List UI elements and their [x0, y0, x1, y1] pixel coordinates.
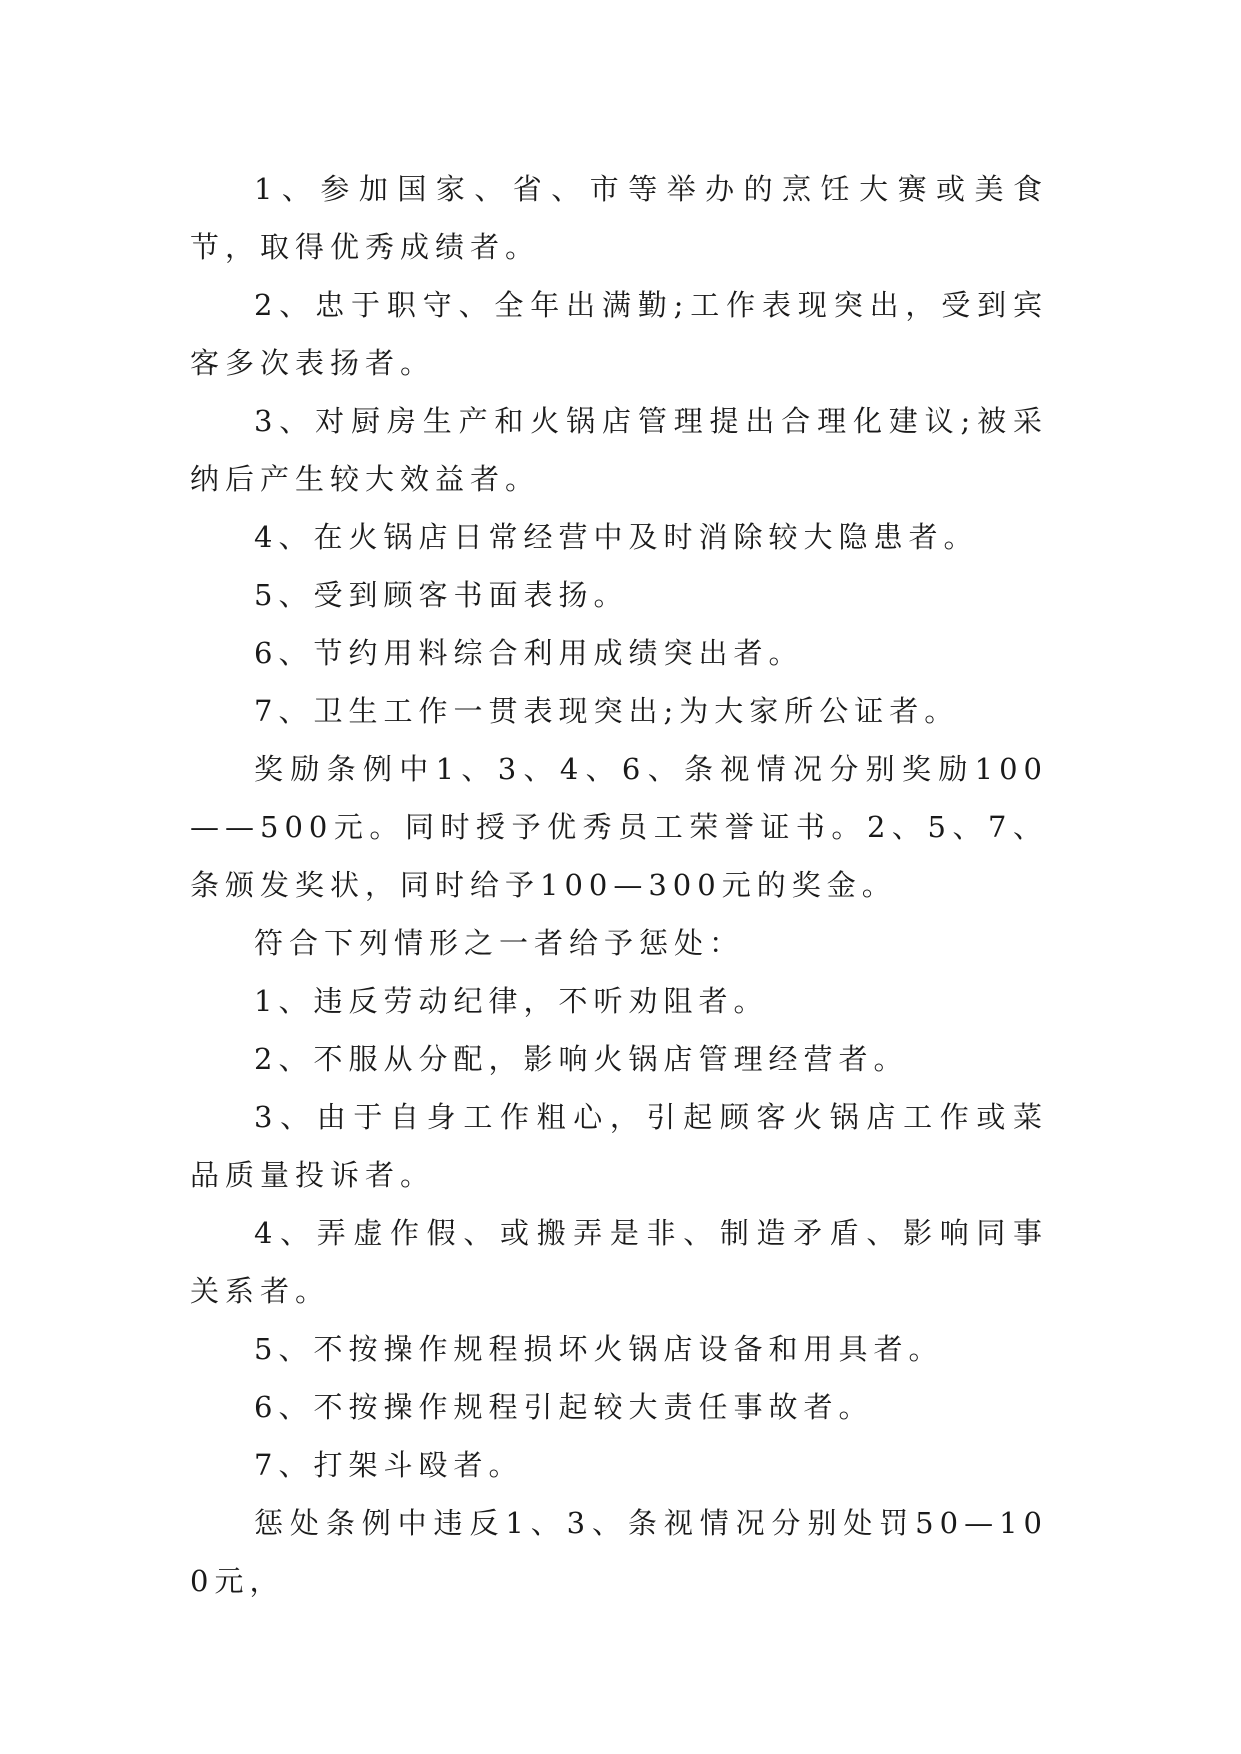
paragraph-reward-2: 2、忠于职守、全年出满勤;工作表现突出，受到宾客多次表扬者。 — [190, 288, 1048, 380]
paragraph-reward-6: 6、节约用料综合利用成绩突出者。 — [254, 636, 804, 670]
paragraph-penalty-2: 2、不服从分配，影响火锅店管理经营者。 — [254, 1042, 909, 1076]
paragraph-penalty-6: 6、不按操作规程引起较大责任事故者。 — [254, 1390, 874, 1424]
paragraph-penalty-7: 7、打架斗殴者。 — [254, 1448, 524, 1482]
paragraph-penalty-4: 4、弄虚作假、或搬弄是非、制造矛盾、影响同事关系者。 — [190, 1216, 1048, 1308]
paragraph-reward-5: 5、受到顾客书面表扬。 — [254, 578, 629, 612]
paragraph-penalty-5: 5、不按操作规程损坏火锅店设备和用具者。 — [254, 1332, 944, 1366]
paragraph-reward-7: 7、卫生工作一贯表现突出;为大家所公证者。 — [254, 694, 960, 728]
paragraph-penalty-3: 3、由于自身工作粗心，引起顾客火锅店工作或菜品质量投诉者。 — [190, 1100, 1048, 1192]
paragraph-reward-3: 3、对厨房生产和火锅店管理提出合理化建议;被采纳后产生较大效益者。 — [190, 404, 1048, 496]
paragraph-reward-1: 1、参加国家、省、市等举办的烹饪大赛或美食节，取得优秀成绩者。 — [190, 172, 1048, 264]
paragraph-penalty-1: 1、违反劳动纪律，不听劝阻者。 — [254, 984, 769, 1018]
paragraph-penalty-rules: 惩处条例中违反1、3、条视情况分别处罚50—100元， — [190, 1506, 1048, 1598]
paragraph-reward-rules: 奖励条例中1、3、4、6、条视情况分别奖励100——500元。同时授予优秀员工荣誉证书。2、5、7、条颁发奖状，同时给予100—300元的奖金。 — [190, 752, 1048, 902]
document-body — [190, 160, 1048, 1610]
paragraph-penalty-intro: 符合下列情形之一者给予惩处： — [254, 926, 745, 960]
paragraph-reward-4: 4、在火锅店日常经营中及时消除较大隐患者。 — [254, 520, 979, 554]
